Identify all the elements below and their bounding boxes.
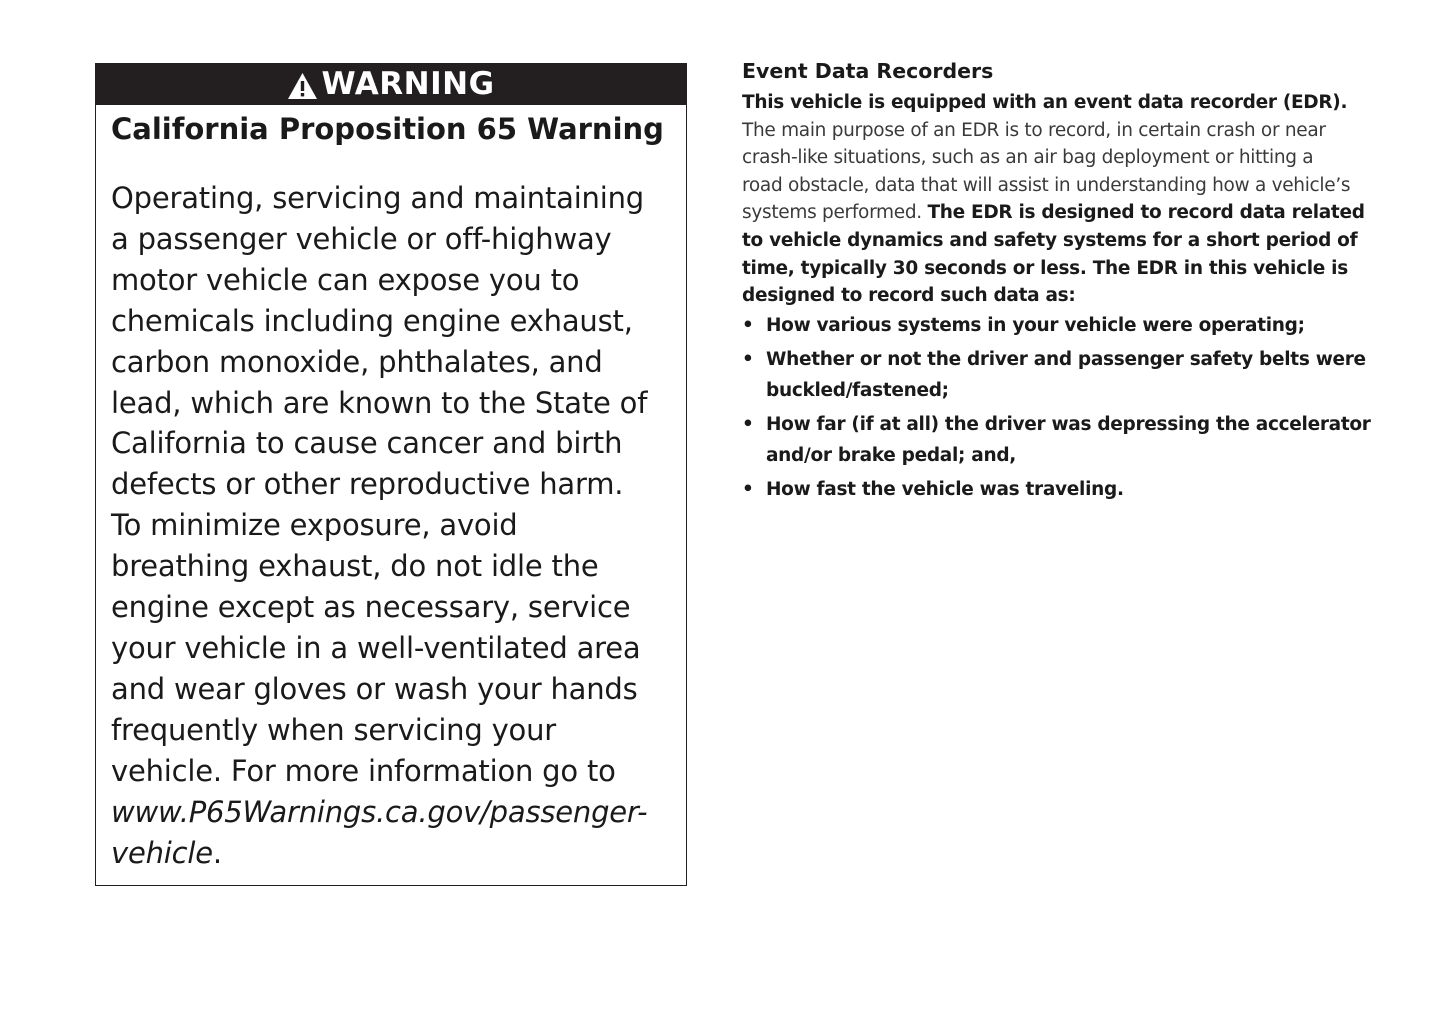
list-item-line: How fast the vehicle was traveling.: [766, 478, 1124, 500]
list-item-line: How far (if at all) the driver was depressing the accelerator: [766, 413, 1371, 435]
list-item-line: buckled/fastened;: [766, 379, 949, 401]
edr-para-line: The main purpose of an EDR is to record, in certain crash or near: [742, 119, 1326, 141]
warning-body-line: motor vehicle can expose you to: [111, 262, 580, 297]
list-item: [742, 310, 1362, 341]
bullet-icon: •: [742, 314, 754, 336]
list-item: [742, 474, 1362, 505]
edr-para-line: crash-like situations, such as an air bag deployment or hitting a: [742, 147, 1314, 169]
warning-body-line: engine except as necessary, service: [111, 590, 631, 625]
edr-section: [742, 57, 1371, 505]
edr-bold-line: time, typically 30 seconds or less. The EDR in this vehicle is: [742, 257, 1348, 279]
list-item: [742, 344, 1366, 406]
warning-label: WARNING: [321, 66, 495, 102]
p65-url-part-1: www.P65Warnings.ca.gov/passenger-: [111, 794, 648, 829]
warning-body: [111, 178, 683, 873]
edr-para-line: road obstacle, data that will assist in understanding how a vehicle’s: [742, 174, 1351, 196]
p65-url-line-1: [111, 792, 683, 833]
warning-body-line: vehicle. For more information go to: [111, 753, 616, 788]
p65-url-part-2: vehicle: [111, 835, 213, 870]
p65-url-period: .: [212, 835, 222, 870]
list-item: [742, 409, 1371, 471]
bullet-icon: •: [742, 348, 754, 370]
warning-body-line: Operating, servicing and maintaining: [111, 181, 644, 215]
warning-header-bar: [96, 64, 686, 105]
warning-body-line: your vehicle in a well-ventilated area: [111, 630, 641, 665]
warning-body-line: a passenger vehicle or off-highway: [111, 221, 612, 256]
list-item-line: Whether or not the driver and passenger safety belts were: [766, 348, 1366, 370]
warning-body-line: lead, which are known to the State of: [111, 385, 648, 420]
warning-body-line: chemicals including engine exhaust,: [111, 303, 633, 338]
warning-body-line: and wear gloves or wash your hands: [111, 671, 638, 706]
warning-body-line: To minimize exposure, avoid: [111, 508, 518, 543]
warning-body-line: California to cause cancer and birth: [111, 426, 623, 461]
edr-data-list: [742, 310, 1371, 505]
edr-heading: Event Data Recorders: [742, 59, 994, 83]
p65-url-line-2: [111, 833, 683, 874]
list-item-line: How various systems in your vehicle were operating;: [766, 314, 1305, 336]
list-item-line: and/or brake pedal; and,: [766, 444, 1016, 466]
edr-intro-bold: This vehicle is equipped with an event data recorder (EDR).: [742, 92, 1348, 113]
prop65-warning-box: [95, 63, 687, 886]
warning-title: California Proposition 65 Warning: [111, 112, 664, 146]
warning-body-line: defects or other reproductive harm.: [111, 467, 624, 502]
edr-paragraph: [742, 89, 1365, 310]
edr-mixed-bold: The EDR is designed to record data related: [927, 202, 1365, 224]
edr-bold-line: designed to record such data as:: [742, 285, 1076, 307]
warning-body-line: carbon monoxide, phthalates, and: [111, 344, 603, 379]
edr-bold-line: to vehicle dynamics and safety systems for a short period of: [742, 229, 1358, 251]
edr-mixed-line: [742, 199, 1365, 227]
warning-body-line: breathing exhaust, do not idle the: [111, 549, 599, 584]
warning-body-line: frequently when servicing your: [111, 712, 557, 747]
warning-triangle-icon: [287, 72, 318, 100]
bullet-icon: •: [742, 478, 754, 500]
bullet-icon: •: [742, 413, 754, 435]
edr-mixed-normal: systems performed.: [742, 202, 928, 224]
